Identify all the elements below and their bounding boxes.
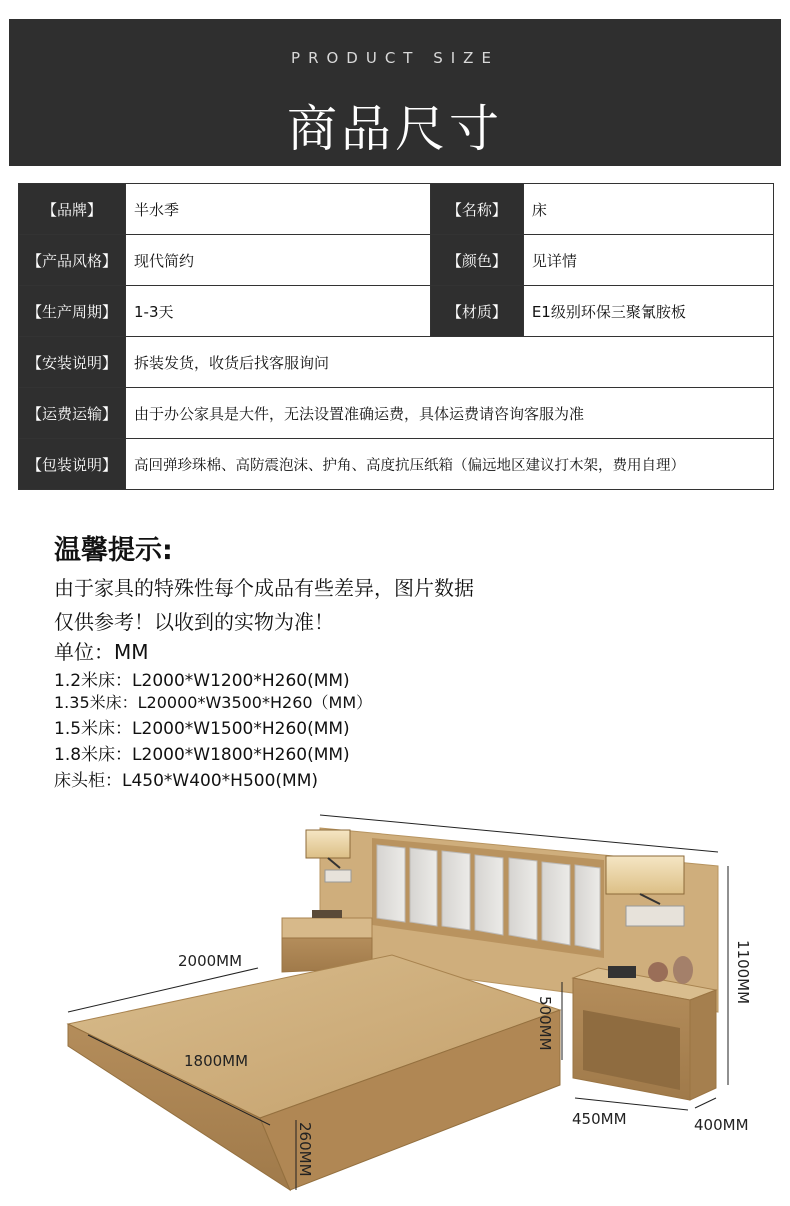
dim-length: 2000MM (178, 952, 243, 970)
size-line-1-2m: 1.2米床：L2000*W1200*H260(MM) (54, 671, 350, 691)
name-value: 床 (523, 184, 773, 235)
packing-label: 【包装说明】 (19, 439, 126, 490)
header-subtitle: PRODUCT SIZE (291, 49, 499, 67)
spec-row-style (19, 235, 774, 286)
install-value: 拆装发货，收货后找客服询问 (126, 337, 774, 388)
production-label: 【生产周期】 (19, 286, 126, 337)
left-wall-lamp (306, 830, 351, 882)
header-title: 商品尺寸 (287, 100, 503, 158)
size-line-nightstand: 床头柜：L450*W400*H500(MM) (54, 771, 319, 791)
dim-bed-height: 260MM (296, 1122, 314, 1177)
spec-table (18, 183, 774, 490)
size-line-1-5m: 1.5米床：L2000*W1500*H260(MM) (54, 719, 350, 739)
dim-width: 1800MM (184, 1052, 249, 1070)
spec-row-brand (19, 184, 774, 235)
dim-nightstand-length: 450MM (572, 1110, 627, 1128)
material-value: E1级别环保三聚氰胺板 (523, 286, 773, 337)
header-banner (9, 19, 781, 166)
shipping-label: 【运费运输】 (19, 388, 126, 439)
unit-line: 单位：MM (54, 640, 149, 664)
tip-line-2: 仅供参考！以收到的实物为准！ (54, 610, 334, 634)
production-value: 1-3天 (126, 286, 431, 337)
dim-nightstand-depth: 400MM (694, 1116, 749, 1134)
tips-title: 温馨提示: (54, 535, 173, 566)
brand-label: 【品牌】 (19, 184, 126, 235)
name-label: 【名称】 (430, 184, 523, 235)
tip-line-1: 由于家具的特殊性每个成品有些差异，图片数据 (54, 576, 474, 600)
brand-value: 半水季 (126, 184, 431, 235)
spec-row-install (19, 337, 774, 388)
dim-nightstand-height: 500MM (536, 996, 554, 1051)
spec-row-production (19, 286, 774, 337)
material-label: 【材质】 (430, 286, 523, 337)
color-value: 见详情 (523, 235, 773, 286)
size-line-1-35m: 1.35米床：L20000*W3500*H260（MM） (54, 693, 373, 712)
style-label: 【产品风格】 (19, 235, 126, 286)
spec-row-shipping (19, 388, 774, 439)
style-value: 现代简约 (126, 235, 431, 286)
bed-illustration (0, 800, 790, 1206)
packing-value: 高回弹珍珠棉、高防震泡沫、护角、高度抗压纸箱（偏远地区建议打木架，费用自理） (126, 439, 774, 490)
size-line-1-8m: 1.8米床：L2000*W1800*H260(MM) (54, 745, 350, 765)
dim-headboard-height: 1100MM (734, 940, 752, 1005)
install-label: 【安装说明】 (19, 337, 126, 388)
shipping-value: 由于办公家具是大件，无法设置准确运费，具体运费请咨询客服为准 (126, 388, 774, 439)
color-label: 【颜色】 (430, 235, 523, 286)
spec-row-packing (19, 439, 774, 490)
